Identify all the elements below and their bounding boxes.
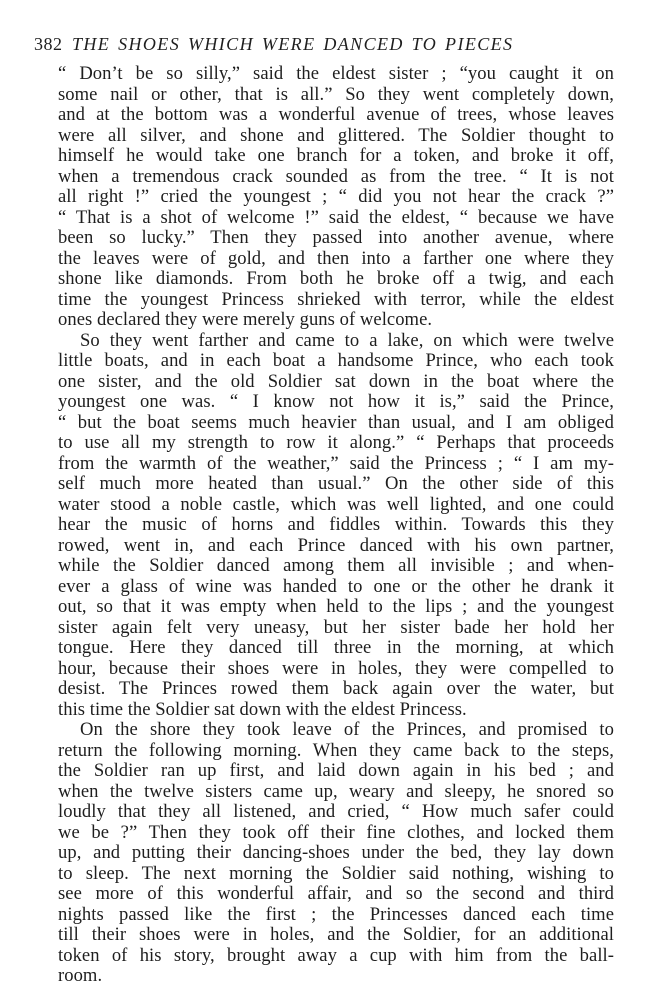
text-line: nights passed like the first ; the Princesses danced each time bbox=[58, 904, 614, 925]
text-line: youngest one was. “ I know not how it is,” said the Prince, bbox=[58, 391, 614, 412]
text-line: up, and putting their dancing-shoes under the bed, they lay down bbox=[58, 842, 614, 863]
text-line: to sleep. The next morning the Soldier said nothing, wishing to bbox=[58, 863, 614, 884]
text-line: “ That is a shot of welcome !” said the eldest, “ because we have bbox=[58, 207, 614, 228]
paragraph-first-line: So they went farther and came to a lake, on which were twelve bbox=[80, 330, 614, 351]
text-line: hear the music of horns and fiddles within. Towards this they bbox=[58, 514, 614, 535]
text-line: loudly that they all listened, and cried, “ How much safer could bbox=[58, 801, 614, 822]
text-line: some nail or other, that is all.” So they went completely down, bbox=[58, 84, 614, 105]
text-line: out, so that it was empty when held to the lips ; and the youngest bbox=[58, 596, 614, 617]
text-line: one sister, and the old Soldier sat down in the boat where the bbox=[58, 371, 614, 392]
text-line: been so lucky.” Then they passed into another avenue, where bbox=[58, 227, 614, 248]
text-line: when a tremendous crack sounded as from the tree. “ It is not bbox=[58, 166, 614, 187]
text-line: little boats, and in each boat a handsome Prince, who each took bbox=[58, 350, 614, 371]
text-line: we be ?” Then they took off their fine clothes, and locked them bbox=[58, 822, 614, 843]
text-line: water stood a noble castle, which was well lighted, and one could bbox=[58, 494, 614, 515]
text-line: see more of this wonderful affair, and so the second and third bbox=[58, 883, 614, 904]
text-line: himself he would take one branch for a token, and broke it off, bbox=[58, 145, 614, 166]
text-line: to use all my strength to row it along.” “ Perhaps that proceeds bbox=[58, 432, 614, 453]
text-line: this time the Soldier sat down with the eldest Princess. bbox=[58, 699, 467, 720]
page-header bbox=[34, 34, 634, 60]
text-line: ever a glass of wine was handed to one or the other he drank it bbox=[58, 576, 614, 597]
text-line: tongue. Here they danced till three in the morning, at which bbox=[58, 637, 614, 658]
text-line: rowed, went in, and each Prince danced with his own partner, bbox=[58, 535, 614, 556]
text-line: return the following morning. When they came back to the steps, bbox=[58, 740, 614, 761]
text-line: “ but the boat seems much heavier than usual, and I am obliged bbox=[58, 412, 614, 433]
page-number: 382 bbox=[34, 34, 63, 54]
text-line: time the youngest Princess shrieked with terror, while the eldest bbox=[58, 289, 614, 310]
text-line: till their shoes were in holes, and the Soldier, for an additional bbox=[58, 924, 614, 945]
text-line: from the warmth of the weather,” said the Princess ; “ I am my- bbox=[58, 453, 614, 474]
text-line: ones declared they were merely guns of welcome. bbox=[58, 309, 433, 330]
text-line: all right !” cried the youngest ; “ did you not hear the crack ?” bbox=[58, 186, 614, 207]
text-line: token of his story, brought away a cup with him from the ball- bbox=[58, 945, 614, 966]
running-title: THE SHOES WHICH WERE DANCED TO PIECES bbox=[72, 34, 514, 54]
text-line: self much more heated than usual.” On the other side of this bbox=[58, 473, 614, 494]
text-line: shone like diamonds. From both he broke off a twig, and each bbox=[58, 268, 614, 289]
text-line: desist. The Princes rowed them back again over the water, but bbox=[58, 678, 614, 699]
text-line: sister again felt very uneasy, but her sister bade her hold her bbox=[58, 617, 614, 638]
paragraph-first-line: On the shore they took leave of the Princes, and promised to bbox=[80, 719, 614, 740]
text-line: while the Soldier danced among them all invisible ; and when- bbox=[58, 555, 614, 576]
text-line: were all silver, and shone and glittered. The Soldier thought to bbox=[58, 125, 614, 146]
text-line: hour, because their shoes were in holes, they were compelled to bbox=[58, 658, 614, 679]
text-line: the leaves were of gold, and then into a farther one where they bbox=[58, 248, 614, 269]
text-line: “ Don’t be so silly,” said the eldest sister ; “you caught it on bbox=[58, 63, 614, 84]
text-line: room. bbox=[58, 965, 103, 986]
text-line: and at the bottom was a wonderful avenue of trees, whose leaves bbox=[58, 104, 614, 125]
text-line: when the twelve sisters came up, weary and sleepy, he snored so bbox=[58, 781, 614, 802]
body-text bbox=[58, 63, 614, 986]
text-line: the Soldier ran up first, and laid down again in his bed ; and bbox=[58, 760, 614, 781]
